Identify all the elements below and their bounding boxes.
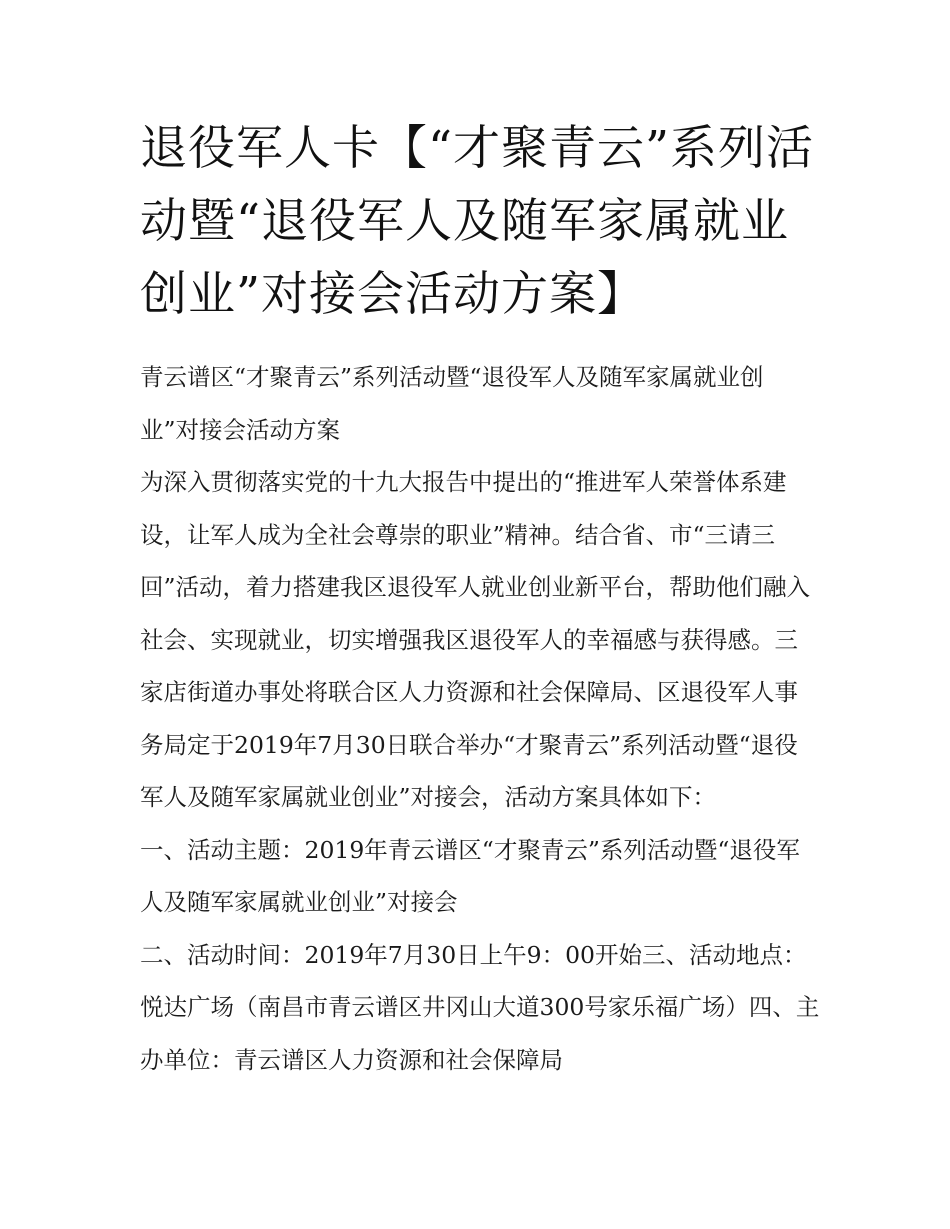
time-location-paragraph: 二、活动时间：2019年7月30日上午9：00开始三、活动地点：悦达广场（南昌市青云谱区井冈山大道300号家乐福广场）四、主办单位：青云谱区人力资源和社会保障局 bbox=[140, 940, 820, 1074]
document-title: 退役军人卡【“才聚青云”系列活动暨“退役军人及随军家属就业创业”对接会活动方案】 bbox=[140, 121, 815, 322]
document-page bbox=[140, 112, 820, 1086]
theme-paragraph: 一、活动主题：2019年青云谱区“才聚青云”系列活动暨“退役军人及随军家属就业创业”对接会 bbox=[140, 835, 800, 916]
intro-paragraph: 为深入贯彻落实党的十九大报告中提出的“推进军人荣誉体系建设，让军人成为全社会尊崇的职业”精神。结合省、市“三请三回”活动，着力搭建我区退役军人就业创业新平台，帮助他们融入社会、实现就业，切实增强我区退役军人的幸福感与获得感。三家店街道办事处将联合区人力资源和社会保障局、区退役军人事务局定于2019年7月30日联合举办“才聚青云”系列活动暨“退役军人及随军家属就业创业”对接会，活动方案具体如下： bbox=[140, 468, 811, 811]
document-body bbox=[140, 351, 820, 1086]
subtitle-paragraph: 青云谱区“才聚青云”系列活动暨“退役军人及随军家属就业创业”对接会活动方案 bbox=[140, 363, 764, 444]
